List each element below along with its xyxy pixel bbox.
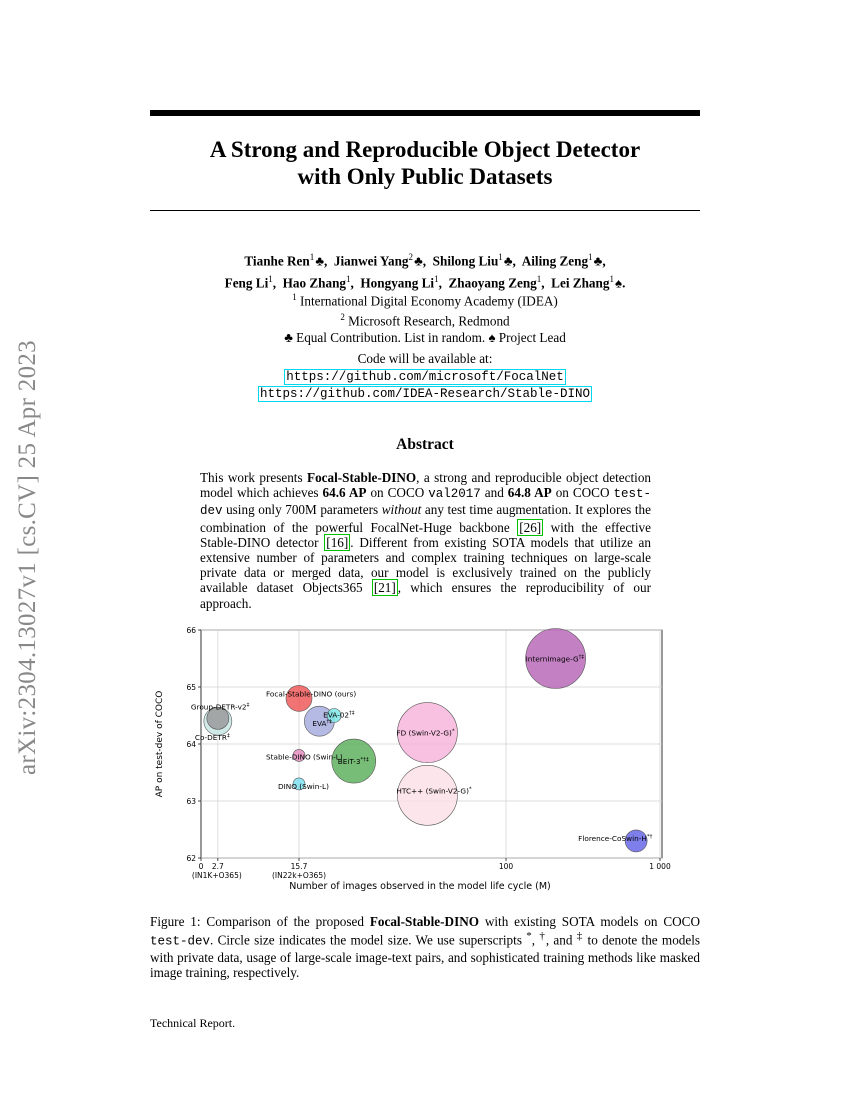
point-label-superscript: * xyxy=(451,728,455,735)
focalnet-repo-link[interactable]: https://github.com/microsoft/FocalNet xyxy=(286,369,564,384)
y-tick-label: 62 xyxy=(186,854,196,863)
code-label: Code will be available at: xyxy=(357,351,493,366)
y-axis-label: AP on test-dev of COCO xyxy=(155,690,165,798)
point-label-superscript: * xyxy=(468,786,472,793)
author: Tianhe Ren xyxy=(244,253,310,269)
bubble-chart xyxy=(150,624,700,894)
y-tick-label: 65 xyxy=(186,683,196,692)
author: Jianwei Yang xyxy=(333,253,409,269)
point-label: EVA-02†‡ xyxy=(323,710,355,720)
point-label: HTC++ (Swin-V2-G)* xyxy=(396,786,472,796)
point-label: DINO (Swin-L) xyxy=(278,781,329,791)
figure-caption: Figure 1: Comparison of the proposed Focal-Stable-DINO with existing SOTA models on COCO test-dev. Circle size indicates the model size. We use superscripts *, †, and ‡ to denote the models with private data, usage of large-scale image-text pairs, and sophisticated training methods like masked image training, respectively. xyxy=(150,914,701,981)
arxiv-identifier: arXiv:2304.13027v1 [cs.CV] 25 Apr 2023 xyxy=(14,340,41,775)
x-tick-label: 100 xyxy=(498,862,514,871)
data-points xyxy=(204,629,647,852)
x-tick-label: 15.7 xyxy=(290,862,308,871)
point-label-superscript: ‡ xyxy=(246,702,250,709)
point-label: Co-DETR‡ xyxy=(194,733,230,743)
x-axis-label: Number of images observed in the model life cycle (M) xyxy=(289,881,551,892)
y-tick-label: 66 xyxy=(186,626,196,635)
point-label: Stable-DINO (Swin-L) xyxy=(266,752,343,762)
citation-link[interactable]: [21] xyxy=(373,580,396,596)
x-tick-label: 0 xyxy=(198,862,204,871)
citation-link[interactable]: [26] xyxy=(519,519,542,535)
point-label-superscript: †‡ xyxy=(326,719,333,726)
citation-link[interactable]: [16] xyxy=(326,534,349,550)
point-label: EVA†‡ xyxy=(312,719,333,729)
paper-title xyxy=(150,136,700,190)
abstract-body: This work presents Focal-Stable-DINO, a strong and reproducible object detection model which achieves 64.6 AP on COCO val2017 and 64.8 AP on COCO test-dev using only 700M parameters without any test time augmentation. It explores the combination of the powerful FocalNet-Huge backbone [26] with the effective Stable-DINO detector [16] . Different from existing SOTA models that utilize an extensive number of parameters and complex training techniques on large-scale private data or merged data, our model is exclusively trained on the publicly available dataset Objects365 [21] , which ensures the reproducibility of our approach. xyxy=(200,470,652,611)
figure-1 xyxy=(150,624,700,894)
author: Shilong Liu xyxy=(432,253,499,269)
author: Hao Zhang xyxy=(282,275,347,291)
x-tick-sublabel: (IN22k+O365) xyxy=(271,871,327,880)
x-tick-label: 2.7 xyxy=(211,862,224,871)
point-label-superscript: †‡ xyxy=(578,654,585,661)
author: Feng Li xyxy=(224,275,269,291)
author: Ailing Zeng xyxy=(521,253,589,269)
point-label: Focal-Stable-DINO (ours) xyxy=(266,689,357,699)
title-line-2: with Only Public Datasets xyxy=(297,164,553,189)
point-label-superscript: *† xyxy=(646,833,653,840)
stable-dino-repo-link[interactable]: https://github.com/IDEA-Research/Stable-DINO xyxy=(259,387,591,401)
point-label: FD (Swin-V2-G)* xyxy=(396,728,455,738)
x-tick-sublabel: (IN1K+O365) xyxy=(191,871,242,880)
footer-note: Technical Report. xyxy=(150,1016,236,1030)
y-tick-label: 64 xyxy=(186,740,196,749)
point-label-superscript: ‡ xyxy=(226,733,230,740)
y-tick-label: 63 xyxy=(186,797,196,806)
abstract-heading: Abstract xyxy=(396,436,454,453)
author: Lei Zhang xyxy=(551,275,610,291)
point-label: Florence-CoSwin-H*† xyxy=(578,833,653,843)
author-list: Tianhe Ren$^1$ ♣, Jianwei Yang$^2$ ♣, Shilong Liu$^1$ ♣, Ailing Zeng$^1$ ♣, Feng Li$^1$, Hao Zhang$^1$, Hongyang Li$^1$, Zhaoyang Zeng$^1$, Lei Zhang$^1$ ♠. xyxy=(224,252,626,291)
title-bottom-rule xyxy=(150,210,700,211)
author: Hongyang Li xyxy=(360,275,435,291)
code-availability xyxy=(150,351,700,403)
author: Zhaoyang Zeng xyxy=(448,275,537,291)
point-label: Group-DETR-v2‡ xyxy=(190,702,250,712)
title-line-1: A Strong and Reproducible Object Detector xyxy=(209,137,641,162)
point-label-superscript: *†‡ xyxy=(360,757,369,764)
affiliations: $^1$ International Digital Economy Academy (IDEA) $^2$ Microsoft Research, Redmond ♣ Equal Contribution. List in random. ♠ Project Lead xyxy=(284,292,566,345)
title-top-rule xyxy=(150,110,700,116)
point-label: InternImage-G†‡ xyxy=(525,654,585,664)
point-label: BEiT-3*†‡ xyxy=(337,757,369,767)
point-label-superscript: †‡ xyxy=(349,710,355,717)
x-tick-label: 1 000 xyxy=(649,862,671,871)
